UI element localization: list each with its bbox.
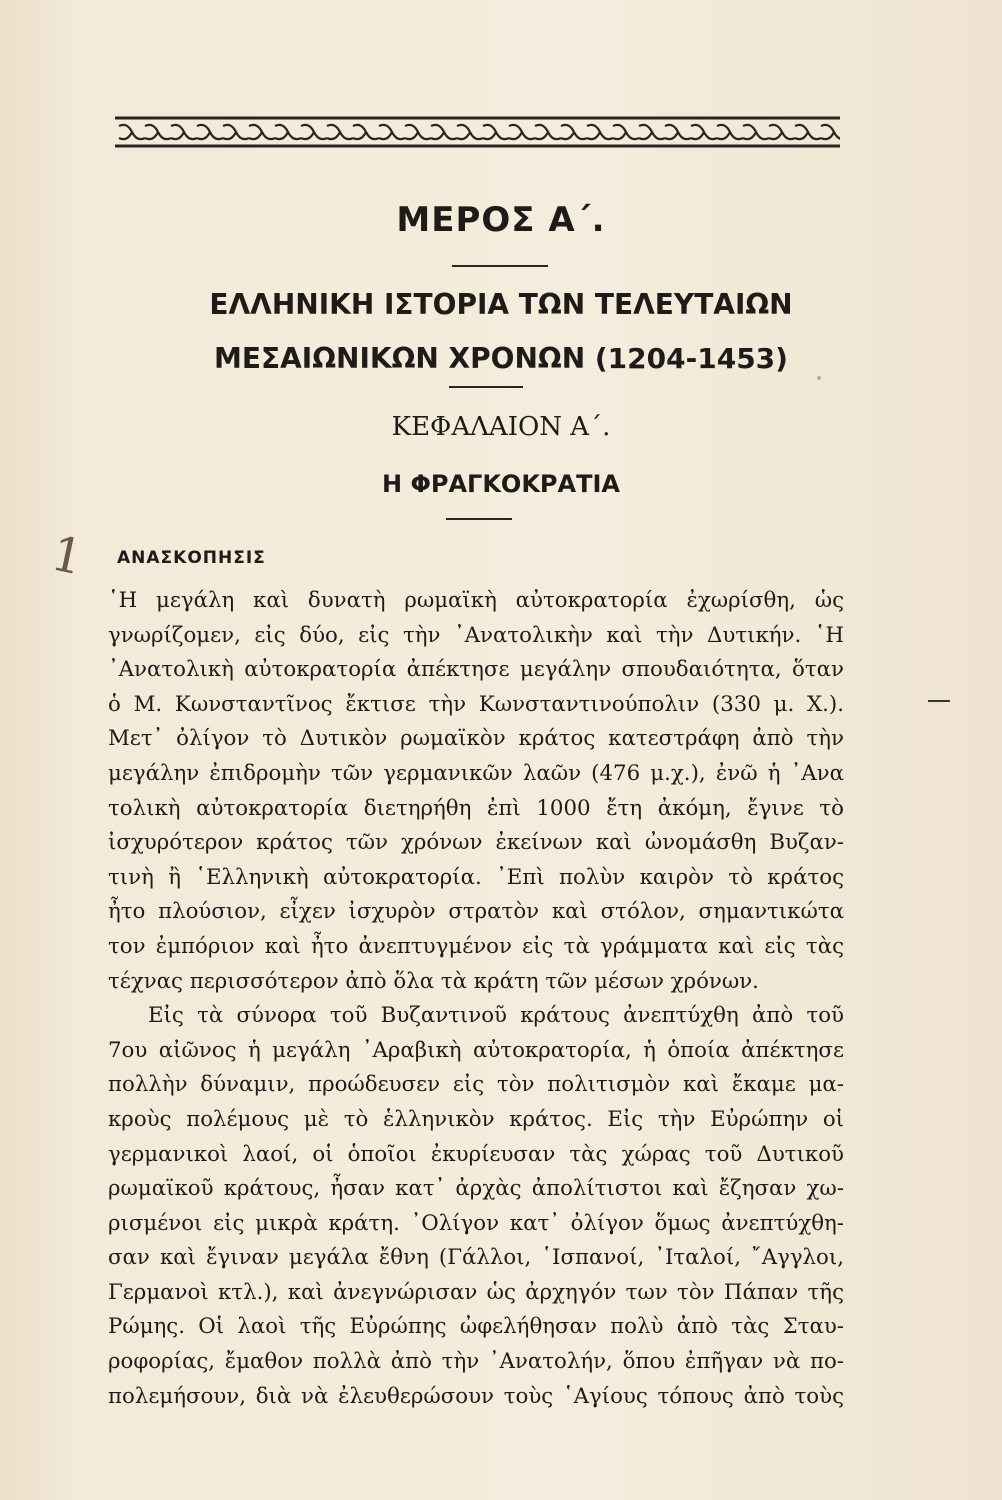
text-line: ἰσχυρότερον κράτος τῶν χρόνων ἐκείνων καὶ ὠνομάσθη Βυζαν- — [108, 830, 844, 856]
text-line: γνωρίζομεν, εἰς δύο, εἰς τὴν ᾿Ανατολικὴν καὶ τὴν Δυτικήν. ῾Η — [108, 622, 844, 648]
text-line: γερμανικοὶ λαοί, οἱ ὁποῖοι ἐκυρίευσαν τὰς χώρας τοῦ Δυτικοῦ — [108, 1141, 844, 1167]
text-line: τινὴ ἢ ῾Ελληνικὴ αὐτοκρατορία. ᾿Επὶ πολὺν καιρὸν τὸ κράτος — [108, 864, 844, 890]
text-line: ῾Η μεγάλη καὶ δυνατὴ ρωμαϊκὴ αὐτοκρατορία ἐχωρίσθη, ὡς — [108, 588, 844, 613]
text-line: Μετ᾿ ὀλίγον τὸ Δυτικὸν ρωμαϊκὸν κράτος κατεστράφη ἀπὸ τὴν — [108, 726, 844, 752]
speck — [817, 376, 821, 380]
text-line: ᾿Ανατολικὴ αὐτοκρατορία ἀπέκτησε μεγάλην σπουδαιότητα, ὅταν — [108, 657, 844, 683]
text-line: κροὺς πολέμους μὲ τὸ ἑλληνικὸν κράτος. Εἰς τὴν Εὐρώπην οἱ — [108, 1106, 844, 1132]
chapter-title: Η ΦΡΑΓΚΟΚΡΑΤΙΑ — [382, 470, 620, 498]
text-line: Εἰς τὰ σύνορα τοῦ Βυζαντινοῦ κράτους ἀνεπτύχθη ἀπὸ τοῦ — [148, 1003, 844, 1029]
chapter-rule — [446, 518, 512, 520]
text-line: 7ου αἰῶνος ἡ μεγάλη ᾿Αραβικὴ αὐτοκρατορία, ἡ ὁποία ἀπέκτησε — [108, 1037, 844, 1063]
ornamental-border — [115, 112, 840, 152]
text-line: ὁ Μ. Κωνσταντῖνος ἔκτισε τὴν Κωνσταντινούπολιν (330 μ. Χ.). — [108, 691, 844, 717]
margin-dash — [928, 700, 950, 702]
heading-line-2: ΜΕΣΑΙΩΝΙΚΩΝ ΧΡΟΝΩΝ (1204-1453) — [214, 342, 788, 375]
text-line: Γερμανοὶ κτλ.), καὶ ἀνεγνώρισαν ὡς ἀρχηγόν των τὸν Πάπαν τῆς — [108, 1279, 844, 1305]
chapter-label: ΚΕΦΑΛΑΙΟΝ Α΄. — [391, 412, 611, 442]
text-line: τον ἐμπόριον καὶ ἦτο ἀνεπτυγμένον εἰς τὰ γράμματα καὶ εἰς τὰς — [108, 933, 844, 959]
text-line: τέχνας περισσότερον ἀπὸ ὅλα τὰ κράτη τῶν μέσων χρόνων. — [108, 968, 759, 994]
text-line: ροφορίας, ἔμαθον πολλὰ ἀπὸ τὴν ᾿Ανατολήν, ὅπου ἐπῆγαν νὰ πο- — [108, 1349, 844, 1375]
heading-rule — [449, 386, 523, 388]
text-line: πολεμήσουν, διὰ νὰ ἐλευθερώσουν τοὺς ῾Αγίους τόπους ἀπὸ τοὺς — [108, 1383, 844, 1409]
text-line: σαν καὶ ἔγιναν μεγάλα ἔθνη (Γάλλοι, ῾Ισπανοί, ᾿Ιταλοί, ῎Αγγλοι, — [108, 1245, 844, 1271]
heading-line-1: ΕΛΛΗΝΙΚΗ ΙΣΤΟΡΙΑ ΤΩΝ ΤΕΛΕΥΤΑΙΩΝ — [209, 288, 793, 321]
text-line: ρωμαϊκοῦ κράτους, ἦσαν κατ᾿ ἀρχὰς ἀπολίτιστοι καὶ ἔζησαν χω- — [108, 1176, 844, 1202]
text-line: τολικὴ αὐτοκρατορία διετηρήθη ἐπὶ 1000 ἔτη ἀκόμη, ἔγινε τὸ — [108, 795, 844, 821]
body-text — [108, 584, 844, 1414]
title-rule — [452, 265, 548, 267]
handwritten-margin-mark: 1 — [46, 525, 89, 587]
text-line: ἦτο πλούσιον, εἶχεν ἰσχυρὸν στρατὸν καὶ στόλον, σημαντικώτα — [108, 899, 844, 925]
part-title: ΜΕΡΟΣ Α΄. — [396, 200, 606, 240]
text-line: μεγάλην ἐπιδρομὴν τῶν γερμανικῶν λαῶν (476 μ.χ.), ἐνῶ ἡ ᾿Ανα — [108, 760, 844, 786]
text-line: ρισμένοι εἰς μικρὰ κράτη. ᾿Ολίγον κατ᾿ ὀλίγον ὅμως ἀνεπτύχθη- — [108, 1210, 844, 1236]
text-line: πολλὴν δύναμιν, προώδευσεν εἰς τὸν πολιτισμὸν καὶ ἔκαμε μα- — [108, 1072, 844, 1098]
section-heading: ΑΝΑΣΚΟΠΗΣΙΣ — [117, 548, 266, 568]
text-line: Ρώμης. Οἱ λαοὶ τῆς Εὐρώπης ὠφελήθησαν πολὺ ἀπὸ τὰς Σταυ- — [108, 1314, 844, 1340]
